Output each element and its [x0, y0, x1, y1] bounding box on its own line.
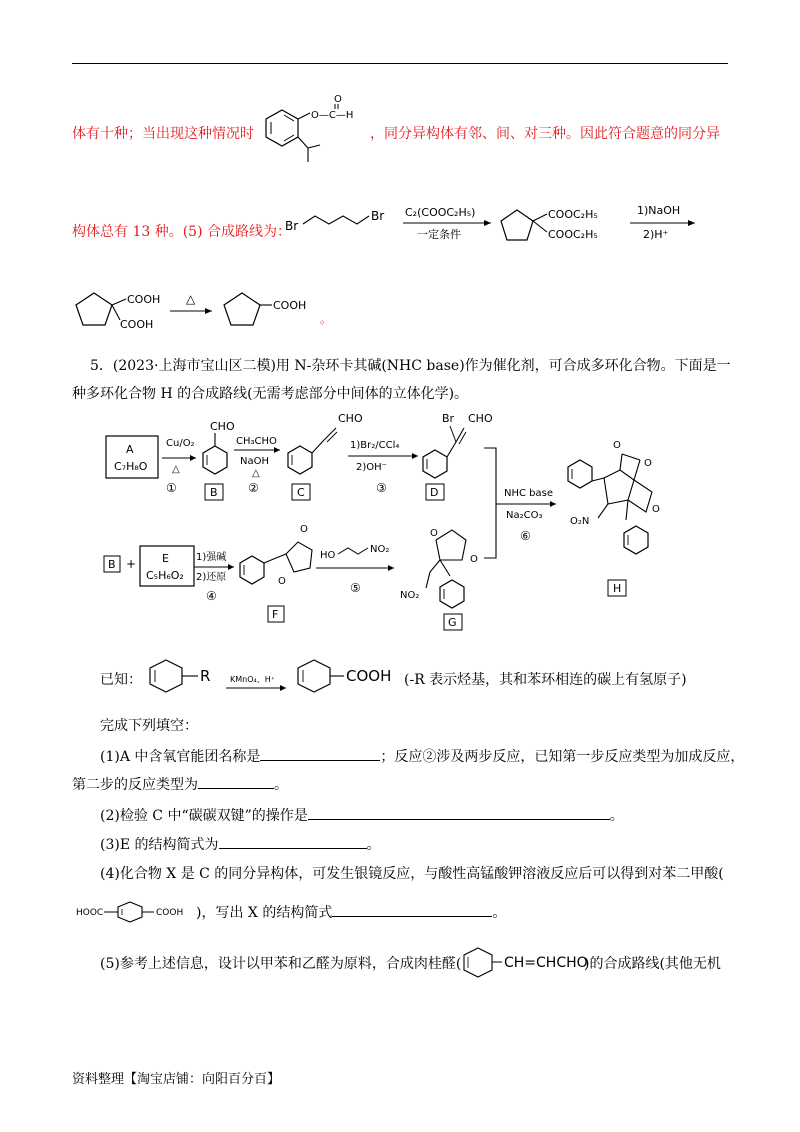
d-br: Br: [442, 412, 455, 425]
c-cho: CHO: [338, 412, 363, 425]
f-o-bottom: O: [278, 576, 286, 587]
header-rule: [72, 63, 728, 64]
q2-end: 。: [609, 808, 624, 824]
step1-top: Cu/O₂: [166, 438, 195, 449]
q1-line: [100, 746, 744, 767]
route2-end: 。: [320, 312, 333, 326]
route2-arrow-label: △: [186, 292, 196, 306]
route1-step2-top: 1)NaOH: [637, 204, 681, 217]
route1-reagent-top: C₂(COOC₂H₅): [405, 206, 476, 219]
q4-hooc: HOOC: [76, 908, 104, 918]
q3-end: 。: [366, 837, 381, 853]
step4-top: 1)强碱: [196, 552, 227, 563]
br-left: Br: [285, 219, 299, 233]
q4-line-2: [196, 902, 506, 923]
q4-blank[interactable]: [332, 902, 492, 917]
step5-no2: NO₂: [370, 544, 390, 555]
q4-end: 。: [492, 905, 507, 921]
f-label: F: [272, 608, 279, 621]
h-o-ketone: O: [652, 504, 660, 515]
step5-num: ⑤: [350, 581, 361, 595]
d-label: D: [430, 486, 439, 499]
cyclopentane-acid-product: COOH: [273, 299, 307, 312]
g-no2: NO₂: [400, 590, 420, 601]
step2-num: ②: [248, 481, 259, 495]
q5-line-2: 种多环化合物 H 的合成路线(无需考虑部分中间体的立体化学)。: [72, 386, 469, 402]
q1-blank-2[interactable]: [198, 774, 274, 789]
route1-step2-bottom: 2)H⁺: [643, 228, 669, 241]
q4-line: (4)化合物 X 是 C 的同分异构体，可发生银镜反应，与酸性高锰酸钾溶液反应后可以得到对苯二甲酸(: [100, 866, 724, 882]
g-label: G: [448, 616, 457, 629]
step6-top: NHC base: [504, 488, 553, 499]
step4-bottom: 2)还原: [196, 572, 227, 583]
diacid-route: [72, 285, 342, 335]
c-label: C: [297, 486, 305, 499]
step4-num: ④: [206, 589, 217, 603]
q1-line-2: [72, 774, 288, 795]
q1-end: 。: [274, 777, 288, 793]
a-label: A: [126, 443, 134, 456]
q1-blank-1[interactable]: [260, 746, 380, 761]
q3-a: (3)E 的结构简式为: [100, 837, 219, 853]
formate-ester-label: O—C—H: [311, 110, 354, 121]
answer-line-1-after-wrap: [370, 124, 720, 144]
step2-mid: NaOH: [240, 456, 269, 467]
synthesis-scheme: [100, 408, 660, 636]
e-formula: C₅H₆O₂: [146, 569, 184, 582]
br-right: Br: [371, 209, 385, 223]
cinnamaldehyde-structure: [460, 946, 588, 980]
g-o-right: O: [470, 554, 478, 565]
q1-a: (1)A 中含氧官能团名称是: [100, 749, 261, 765]
q5-a: (5)参考上述信息，设计以甲苯和乙醛为原料，合成肉桂醛(: [100, 956, 462, 972]
terephthalic-acid: [76, 896, 196, 926]
formate-carbonyl-o: O: [334, 94, 342, 105]
known-prefix: 已知：: [100, 672, 142, 688]
f-o-top: O: [300, 524, 308, 535]
answer-line-1-before: 体有十种；当出现这种情况时: [72, 126, 254, 142]
answer-line-2-text: 构体总有 13 种。(5) 合成路线为：: [72, 224, 291, 240]
known-reagent: KMnO₄、H⁺: [230, 675, 275, 684]
h-o-ring: O: [644, 458, 652, 469]
q4-b: )，写出 X 的结构简式: [196, 905, 333, 921]
h-o-top: O: [613, 440, 621, 451]
struct-isopropyl-phenyl-formate: [262, 92, 370, 170]
step2-top: CH₃CHO: [236, 436, 277, 447]
b-label: B: [210, 486, 218, 499]
h-no2: O₂N: [570, 516, 590, 527]
h-label: H: [613, 582, 622, 595]
diester-top: COOC₂H₅: [548, 208, 598, 221]
diacid-top: COOH: [127, 293, 161, 306]
q1-c: 第二步的反应类型为: [72, 777, 198, 793]
q5-group: CH=CHCHO: [504, 955, 588, 971]
known-reaction: [140, 656, 420, 696]
step1-num: ①: [166, 481, 177, 495]
questions-intro: 完成下列填空：: [100, 718, 198, 734]
known-r: R: [200, 667, 211, 685]
step5-ho: HO: [320, 550, 336, 561]
q3-line: [100, 834, 381, 855]
step3-num: ③: [376, 481, 387, 495]
diester-bottom: COOC₂H₅: [548, 228, 598, 241]
diacid-bottom: COOH: [120, 318, 154, 331]
answer-line-1: [72, 124, 254, 144]
a-formula: C₇H₈O: [114, 460, 148, 473]
dibromobutane-route: [285, 196, 705, 268]
q3-blank[interactable]: [219, 834, 367, 849]
q5-text-line: [100, 954, 461, 974]
q5-line-1: 5．(2023·上海市宝山区二模)用 N-杂环卡其碱(NHC base)作为催化剂，可合成多环化合物。下面是一: [90, 358, 731, 374]
plus-sign: +: [126, 557, 137, 571]
b2-label: B: [108, 558, 116, 571]
step6-bottom: Na₂CO₃: [506, 510, 543, 521]
step3-top: 1)Br₂/CCl₄: [350, 440, 400, 451]
q2-a: (2)检验 C 中“碳碳双键”的操作是: [100, 808, 308, 824]
footer-note: 资料整理【淘宝店铺：向阳百分百】: [72, 1072, 281, 1087]
d-cho: CHO: [468, 412, 493, 425]
step2-bottom: △: [252, 468, 260, 479]
b-cho: CHO: [210, 420, 235, 433]
q2-blank[interactable]: [308, 805, 610, 820]
step1-bottom: △: [172, 464, 180, 475]
answer-line-1-after: ，同分异构体有邻、间、对三种。因此符合题意的同分异: [370, 126, 720, 142]
step6-num: ⑥: [520, 529, 531, 543]
known-product: COOH: [346, 667, 392, 685]
answer-line-2: [72, 222, 291, 242]
known-note: (-R 表示烃基，其和苯环相连的碳上有氢原子): [404, 672, 687, 688]
g-o-top: O: [430, 528, 438, 539]
route1-reagent-bottom: 一定条件: [417, 228, 461, 241]
q4-cooh: COOH: [156, 908, 184, 918]
step3-bottom: 2)OH⁻: [356, 462, 387, 473]
q1-b: ；反应②涉及两步反应，已知第一步反应类型为加成反应，: [380, 749, 745, 765]
e-label: E: [162, 552, 169, 565]
q5-b: )的合成路线(其他无机: [584, 956, 721, 972]
q2-line: [100, 805, 624, 826]
